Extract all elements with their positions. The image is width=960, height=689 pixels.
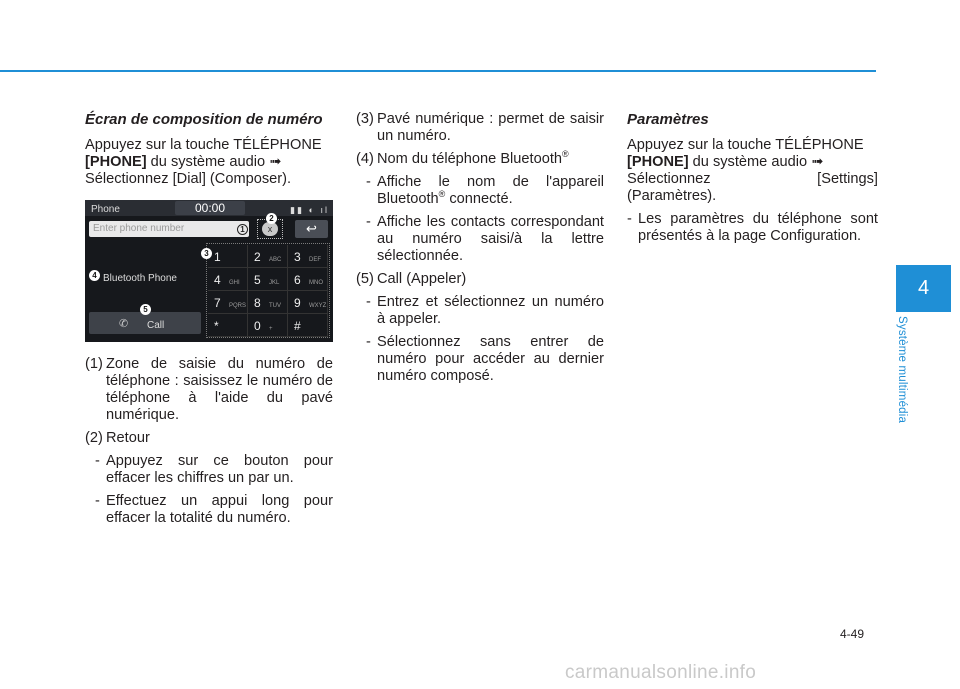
item-text: Zone de saisie du numéro de téléphone : saisissez le numéro de téléphone à l'aide du pavé numérique. xyxy=(106,356,333,423)
sub-text-a-post: connecté. xyxy=(445,191,513,207)
key-letters: PQRS xyxy=(229,303,247,309)
sub-item xyxy=(366,294,604,328)
keypad-key xyxy=(248,314,288,337)
intro-line2: du système audio ➟ xyxy=(688,154,824,170)
sub-text: Affiche les contacts correspondant au numéro saisi/à la lettre sélectionnée. xyxy=(377,214,604,264)
key-letters: WXYZ xyxy=(309,303,327,309)
item-text: Retour xyxy=(106,430,150,446)
marker-4: 4 xyxy=(89,270,100,281)
sub-text-a: Affiche le nom de l'appareil Bluetooth xyxy=(377,174,604,207)
sub-text: Effectuez un appui long pour effacer la totalité du numéro. xyxy=(106,493,333,526)
intro-paragraph xyxy=(85,137,333,188)
phone-key-label: [PHONE] xyxy=(627,154,689,170)
chapter-tab: 4 xyxy=(896,265,951,312)
marker-3: 3 xyxy=(201,248,212,259)
key-letters: DEF xyxy=(309,257,321,263)
section-heading-dial: Écran de composition de numéro xyxy=(85,111,323,128)
sub-text: Appuyez sur ce bouton pour effacer les chiffres un par un. xyxy=(106,453,333,486)
key-digit: # xyxy=(294,319,301,333)
marker-2: 2 xyxy=(266,213,277,224)
key-digit: 1 xyxy=(214,250,221,264)
right-column xyxy=(627,111,878,251)
keypad-key xyxy=(208,314,248,337)
sub-dash: - xyxy=(366,174,371,190)
intro-line3: Sélectionnez [Dial] (Composer). xyxy=(85,171,292,187)
header-rule xyxy=(0,70,876,72)
sub-text: Entrez et sélectionnez un numéro à appeler. xyxy=(377,294,604,327)
sub-dash: - xyxy=(366,294,371,310)
sub-text: Les paramètres du téléphone sont présentés à la page Configuration. xyxy=(638,211,878,244)
bluetooth-phone-label: Bluetooth Phone xyxy=(103,273,177,284)
call-icon: ✆ xyxy=(119,318,129,330)
item-number: (4) xyxy=(356,151,374,167)
sub-dash: - xyxy=(95,493,100,509)
list-item xyxy=(356,271,604,288)
keypad-key xyxy=(208,268,248,291)
sub-item xyxy=(366,174,604,208)
list-item xyxy=(356,111,604,145)
keypad-key xyxy=(248,291,288,314)
call-label: Call xyxy=(147,320,165,331)
sub-dash: - xyxy=(627,211,632,227)
section-heading-settings: Paramètres xyxy=(627,111,709,128)
key-digit: 0 xyxy=(254,319,261,333)
keypad-key xyxy=(288,314,328,337)
keypad-key xyxy=(208,291,248,314)
sub-text xyxy=(377,174,604,208)
sub-dash: - xyxy=(366,214,371,230)
sub-item xyxy=(627,211,878,245)
keypad xyxy=(206,243,330,338)
sub-dash: - xyxy=(95,453,100,469)
key-letters: ABC xyxy=(269,257,282,263)
key-digit: 7 xyxy=(214,296,221,310)
keypad-key xyxy=(248,268,288,291)
sub-item xyxy=(95,493,333,527)
key-digit: * xyxy=(214,319,219,333)
key-letters: GHI xyxy=(229,280,240,286)
chapter-side-label xyxy=(898,316,918,446)
list-item xyxy=(356,151,604,168)
side-title: Système multimédia xyxy=(896,316,908,424)
key-digit: 9 xyxy=(294,296,301,310)
intro-text: Appuyez sur la touche TÉLÉPHONE xyxy=(85,137,322,153)
intro-text: Appuyez sur la touche TÉLÉPHONE xyxy=(627,137,864,153)
status-icons: ▮▮ ◐ ıl xyxy=(290,205,329,215)
item-text: Call (Appeler) xyxy=(377,271,467,287)
key-digit: 8 xyxy=(254,296,261,310)
key-letters: MNO xyxy=(309,280,323,286)
item-number: (5) xyxy=(356,271,374,287)
middle-column xyxy=(356,111,604,391)
intro-paragraph xyxy=(627,137,878,205)
sub-dash: - xyxy=(366,334,371,350)
keypad-key xyxy=(288,268,328,291)
call-button xyxy=(89,312,201,334)
key-digit: 4 xyxy=(214,273,221,287)
keypad-key xyxy=(288,291,328,314)
item-number: (1) xyxy=(85,356,103,372)
key-letters: TUV xyxy=(269,303,281,309)
key-digit: 3 xyxy=(294,250,301,264)
list-item xyxy=(85,356,333,424)
bt-phone-name: Nom du téléphone Bluetooth xyxy=(377,151,562,167)
phone-number-input: Enter phone number xyxy=(89,221,249,237)
keypad-key xyxy=(288,245,328,268)
list-item xyxy=(85,430,333,447)
clear-button: x xyxy=(262,222,278,236)
left-column xyxy=(85,111,333,533)
back-icon: ↩ xyxy=(295,220,328,238)
dial-screen-image xyxy=(85,200,333,342)
screen-clock: 00:00 xyxy=(175,201,245,215)
key-digit: 5 xyxy=(254,273,261,287)
item-number: (3) xyxy=(356,111,374,127)
marker-1: 1 xyxy=(237,224,248,235)
watermark: carmanualsonline.info xyxy=(565,662,757,683)
intro-line4: (Paramètres). xyxy=(627,188,717,204)
keypad-key xyxy=(208,245,248,268)
marker-5: 5 xyxy=(140,304,151,315)
sub-item xyxy=(366,334,604,385)
sub-item xyxy=(366,214,604,265)
item-number: (2) xyxy=(85,430,103,446)
key-letters: JKL xyxy=(269,280,280,286)
screen-title: Phone xyxy=(91,204,120,215)
key-digit: 2 xyxy=(254,250,261,264)
item-text xyxy=(377,151,604,168)
sub-item xyxy=(95,453,333,487)
intro-line2: du système audio ➟ xyxy=(146,154,282,170)
key-digit: 6 xyxy=(294,273,301,287)
registered-mark: ® xyxy=(438,189,446,200)
registered-mark: ® xyxy=(562,149,569,160)
phone-key-label: [PHONE] xyxy=(85,154,147,170)
key-letters: + xyxy=(269,326,273,332)
page-number: 4-49 xyxy=(840,627,865,641)
sub-text: Sélectionnez sans entrer de numéro pour accéder au dernier numéro composé. xyxy=(377,334,604,384)
item-text: Pavé numérique : permet de saisir un numéro. xyxy=(377,111,604,144)
intro-line3: Sélectionnez [Settings] xyxy=(627,171,878,187)
keypad-key xyxy=(248,245,288,268)
